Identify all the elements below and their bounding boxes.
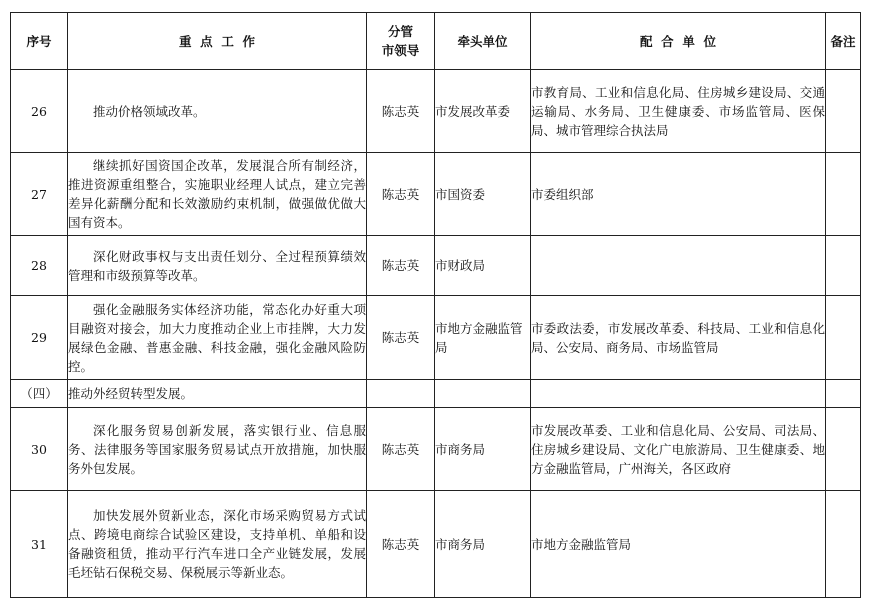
row-remarks [826,70,861,153]
header-leader-line1: 分管 [387,24,413,39]
row-lead-unit: 市地方金融监管局 [435,296,531,380]
section-empty-cell [367,380,435,408]
row-no: 26 [11,70,68,153]
section-empty-cell [826,380,861,408]
row-coop-units: 市委政法委，市发展改革委、科技局、工业和信息化局、公安局、商务局、市场监管局 [531,296,826,380]
section-no: （四） [11,380,68,408]
row-remarks [826,236,861,296]
section-empty-cell [435,380,531,408]
row-leader: 陈志英 [367,296,435,380]
header-coop-units: 配 合 单 位 [531,13,826,70]
row-work: 强化金融服务实体经济功能，常态化办好重大项目融资对接会，加大力度推动企业上市挂牌，大力发展绿色金融、普惠金融、科技金融，强化金融风险防控。 [68,301,366,374]
row-coop-units: 市教育局、工业和信息化局、住房城乡建设局、交通运输局、水务局、卫生健康委、市场监管局、医保局、城市管理综合执法局 [531,70,826,153]
row-work-cell [68,153,367,236]
table-row [11,296,861,380]
row-remarks [826,296,861,380]
row-work: 加快发展外贸新业态，深化市场采购贸易方式试点、跨境电商综合试验区建设，支持单机、单船和设备融资租赁，推动平行汽车进口全产业链发展，发展毛坯钻石保税交易、保税展示等新业态。 [68,508,366,580]
row-remarks [826,408,861,491]
row-work: 继续抓好国资国企改革，发展混合所有制经济，推进资源重组整合，实施职业经理人试点，建立完善差异化薪酬分配和长效激励约束机制，做强做优做大国有资本。 [68,158,366,230]
row-leader: 陈志英 [367,153,435,236]
section-row [11,380,861,408]
row-lead-unit: 市发展改革委 [435,70,531,153]
row-lead-unit: 市国资委 [435,153,531,236]
table-row [11,236,861,296]
row-lead-unit: 市商务局 [435,408,531,491]
row-lead-unit: 市商务局 [435,491,531,598]
row-leader: 陈志英 [367,236,435,296]
row-coop-units [531,236,826,296]
header-remarks: 备注 [826,13,861,70]
row-coop-units: 市地方金融监管局 [531,491,826,598]
row-work: 推动价格领域改革。 [93,103,206,119]
row-no: 28 [11,236,68,296]
row-work-cell [68,70,367,153]
row-remarks [826,153,861,236]
row-work-cell [68,236,367,296]
row-work-cell [68,408,367,491]
row-coop-units: 市委组织部 [531,153,826,236]
row-work: 深化财政事权与支出责任划分、全过程预算绩效管理和市级预算等改革。 [68,248,366,283]
row-no: 27 [11,153,68,236]
table-header-row [11,13,861,70]
row-lead-unit: 市财政局 [435,236,531,296]
header-no: 序号 [11,13,68,70]
row-no: 29 [11,296,68,380]
table-row [11,153,861,236]
header-leader-line2: 市领导 [381,43,420,58]
section-title: 推动外经贸转型发展。 [68,380,367,408]
header-leader [367,13,435,70]
row-no: 31 [11,491,68,598]
header-lead-unit: 牵头单位 [435,13,531,70]
key-tasks-table [10,12,861,598]
row-remarks [826,491,861,598]
row-work-cell [68,296,367,380]
header-key-work: 重 点 工 作 [68,13,367,70]
row-leader: 陈志英 [367,491,435,598]
table-row [11,70,861,153]
row-work: 深化服务贸易创新发展，落实银行业、信息服务、法律服务等国家服务贸易试点开放措施，加快服务外包发展。 [68,422,366,476]
row-work-cell [68,491,367,598]
row-leader: 陈志英 [367,408,435,491]
row-no: 30 [11,408,68,491]
table-row [11,408,861,491]
row-coop-units: 市发展改革委、工业和信息化局、公安局、司法局、住房城乡建设局、文化广电旅游局、卫生健康委、地方金融监管局，广州海关，各区政府 [531,408,826,491]
table-row [11,491,861,598]
row-leader: 陈志英 [367,70,435,153]
section-empty-cell [531,380,826,408]
